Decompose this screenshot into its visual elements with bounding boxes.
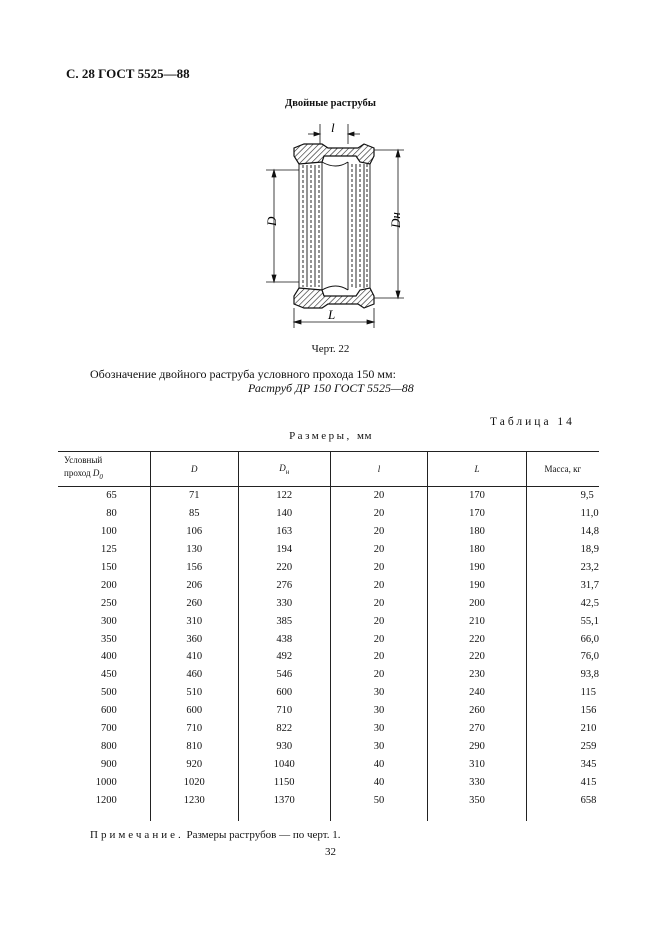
table-cell: 658 <box>526 791 599 821</box>
table-cell: 93,8 <box>526 666 599 684</box>
table-row <box>58 702 599 720</box>
table-cell: 20 <box>330 559 428 577</box>
figure-caption: Черт. 22 <box>311 343 350 355</box>
table-row <box>58 541 599 559</box>
table-cell: 310 <box>428 755 526 773</box>
table-cell: 40 <box>330 755 428 773</box>
table-cell: 30 <box>330 720 428 738</box>
table-cell: 180 <box>428 523 526 541</box>
table-cell: 20 <box>330 576 428 594</box>
table-cell: 700 <box>100 723 117 735</box>
header-D: D <box>150 452 238 487</box>
table-cell: 1040 <box>238 755 330 773</box>
table-cell: 20 <box>330 666 428 684</box>
table-cell: 460 <box>150 666 238 684</box>
table-cell: 18,9 <box>526 541 599 559</box>
label-Dn: Dн <box>388 212 403 228</box>
table-cell: 220 <box>428 648 526 666</box>
table-cell: 140 <box>238 505 330 523</box>
table-cell: 438 <box>238 630 330 648</box>
table-cell: 190 <box>428 576 526 594</box>
table-cell: 930 <box>238 737 330 755</box>
sizes-table <box>58 451 599 821</box>
table-cell: 40 <box>330 773 428 791</box>
table-cell: 50 <box>330 791 428 821</box>
table-row <box>58 612 599 630</box>
table-cell: 260 <box>428 702 526 720</box>
table-cell: 600 <box>150 702 238 720</box>
header-L: L <box>428 452 526 487</box>
table-cell: 1230 <box>150 791 238 821</box>
label-L: L <box>328 307 336 322</box>
table-cell: 122 <box>238 487 330 505</box>
table-title: Размеры, мм <box>289 430 372 442</box>
socket-bore <box>299 162 370 290</box>
table-cell: 115 <box>526 684 599 702</box>
table-cell: 42,5 <box>526 594 599 612</box>
table-row <box>58 648 599 666</box>
table-cell: 330 <box>428 773 526 791</box>
table-cell: 450 <box>100 669 117 681</box>
table-cell: 170 <box>428 505 526 523</box>
figure-title: Двойные раструбы <box>285 98 376 109</box>
table-cell: 492 <box>238 648 330 666</box>
table-row <box>58 487 599 505</box>
table-cell: 20 <box>330 648 428 666</box>
table-cell: 210 <box>526 720 599 738</box>
table-cell: 240 <box>428 684 526 702</box>
note-label: Примечание. <box>90 829 184 841</box>
table-cell: 810 <box>150 737 238 755</box>
table-row <box>58 666 599 684</box>
table-cell: 360 <box>150 630 238 648</box>
table-row <box>58 630 599 648</box>
socket-section <box>294 144 374 308</box>
table-cell: 410 <box>150 648 238 666</box>
table-cell: 200 <box>100 579 117 591</box>
table-cell: 1200 <box>95 795 117 807</box>
note-text: Размеры раструбов — по черт. 1. <box>186 829 341 841</box>
table-cell: 65 <box>106 490 117 502</box>
table-cell: 310 <box>150 612 238 630</box>
header-Dn: $D_н$ <box>238 452 330 487</box>
table-cell: 20 <box>330 594 428 612</box>
table-cell: 546 <box>238 666 330 684</box>
table-cell: 20 <box>330 612 428 630</box>
table-cell: 11,0 <box>526 505 599 523</box>
table-cell: 156 <box>150 559 238 577</box>
table-cell: 400 <box>100 651 117 663</box>
table-header-row <box>58 452 599 487</box>
table-cell: 20 <box>330 541 428 559</box>
table-title-units: мм <box>357 430 372 442</box>
table-cell: 270 <box>428 720 526 738</box>
table-cell: 710 <box>150 720 238 738</box>
table-cell: 710 <box>238 702 330 720</box>
table-cell: 250 <box>100 597 117 609</box>
table-cell: 230 <box>428 666 526 684</box>
table-cell: 276 <box>238 576 330 594</box>
table-row <box>58 594 599 612</box>
table-cell: 206 <box>150 576 238 594</box>
table-cell: 55,1 <box>526 612 599 630</box>
header-nominal-bore: Условный проход $D_0$ <box>58 452 150 487</box>
table-cell: 345 <box>526 755 599 773</box>
page-header: С. 28 ГОСТ 5525—88 <box>66 66 190 81</box>
table-cell: 900 <box>100 758 117 770</box>
table-cell: 106 <box>150 523 238 541</box>
bottom-wall <box>294 288 374 308</box>
table-row <box>58 523 599 541</box>
table-cell: 300 <box>100 615 117 627</box>
table-body <box>58 487 599 822</box>
page-number: 32 <box>325 846 336 858</box>
table-cell: 800 <box>100 740 117 752</box>
table-cell: 23,2 <box>526 559 599 577</box>
table-row <box>58 773 599 791</box>
table-title-text: Размеры <box>289 430 347 442</box>
table-cell: 180 <box>428 541 526 559</box>
table-row <box>58 737 599 755</box>
table-row <box>58 559 599 577</box>
table-cell: 76,0 <box>526 648 599 666</box>
table-cell: 20 <box>330 630 428 648</box>
table-cell: 20 <box>330 523 428 541</box>
table-cell: 385 <box>238 612 330 630</box>
table-cell: 20 <box>330 505 428 523</box>
label-l: l <box>331 120 335 135</box>
table-cell: 1000 <box>95 776 117 788</box>
table-cell: 100 <box>100 526 117 538</box>
table-cell: 66,0 <box>526 630 599 648</box>
header-l: l <box>330 452 428 487</box>
table-cell: 1370 <box>238 791 330 821</box>
table-cell: 220 <box>238 559 330 577</box>
table-cell: 500 <box>100 687 117 699</box>
table-cell: 9,5 <box>526 487 599 505</box>
header-mass: Масса, кг <box>526 452 599 487</box>
table-cell: 80 <box>106 508 117 520</box>
designation-intro: Обозначение двойного раструба условного прохода 150 мм: <box>90 367 396 381</box>
double-socket-drawing <box>252 120 422 332</box>
table-cell: 350 <box>428 791 526 821</box>
table-cell: 190 <box>428 559 526 577</box>
top-wall <box>294 144 374 164</box>
table-row <box>58 684 599 702</box>
table-cell: 85 <box>150 505 238 523</box>
table-cell: 259 <box>526 737 599 755</box>
table-row <box>58 755 599 773</box>
table-cell: 600 <box>238 684 330 702</box>
table-cell: 150 <box>100 562 117 573</box>
table-cell: 1150 <box>238 773 330 791</box>
table-row <box>58 720 599 738</box>
table-cell: 510 <box>150 684 238 702</box>
table-cell: 220 <box>428 630 526 648</box>
table-number: Таблица 14 <box>490 416 575 428</box>
note <box>90 829 341 841</box>
label-D: D <box>264 216 279 226</box>
table-cell: 71 <box>150 487 238 505</box>
table-cell: 163 <box>238 523 330 541</box>
table-cell: 350 <box>100 633 117 645</box>
table-cell: 125 <box>100 544 117 556</box>
table-cell: 170 <box>428 487 526 505</box>
table-row <box>58 791 599 821</box>
table-cell: 600 <box>100 705 117 717</box>
table-cell: 200 <box>428 594 526 612</box>
table-cell: 156 <box>526 702 599 720</box>
table-cell: 14,8 <box>526 523 599 541</box>
table-cell: 415 <box>526 773 599 791</box>
table-cell: 31,7 <box>526 576 599 594</box>
table-cell: 30 <box>330 684 428 702</box>
table-cell: 20 <box>330 487 428 505</box>
table-cell: 330 <box>238 594 330 612</box>
table-cell: 260 <box>150 594 238 612</box>
table-cell: 1020 <box>150 773 238 791</box>
table-row <box>58 505 599 523</box>
table-cell: 920 <box>150 755 238 773</box>
table-cell: 194 <box>238 541 330 559</box>
table-cell: 30 <box>330 737 428 755</box>
table-cell: 822 <box>238 720 330 738</box>
table-row <box>58 576 599 594</box>
table-cell: 210 <box>428 612 526 630</box>
table-cell: 290 <box>428 737 526 755</box>
table-cell: 30 <box>330 702 428 720</box>
table-cell: 130 <box>150 541 238 559</box>
designation-example: Раструб ДР 150 ГОСТ 5525—88 <box>248 381 414 395</box>
